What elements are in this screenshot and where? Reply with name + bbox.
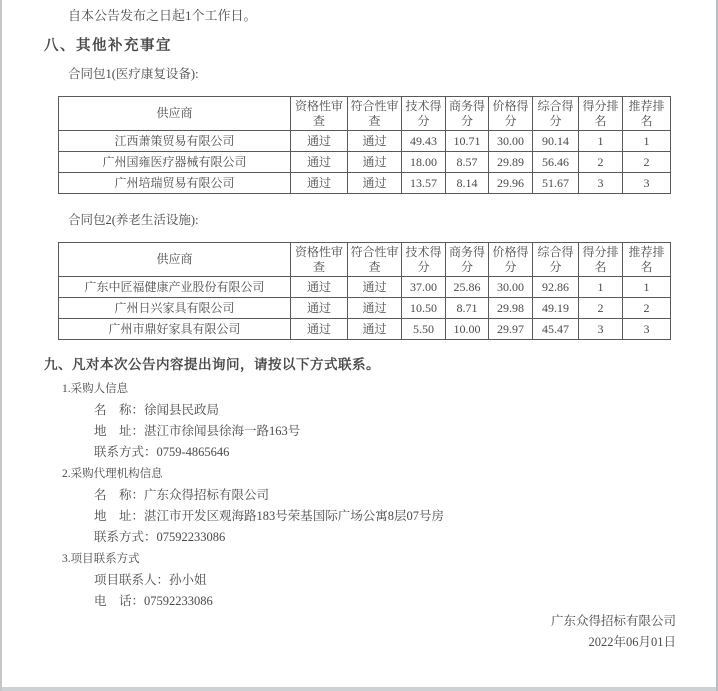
value-cell: 1 [623,277,671,298]
column-header: 综合得分 [533,243,579,277]
value-cell: 13.57 [402,173,446,194]
value-cell: 3 [579,173,623,194]
value-cell: 8.14 [446,173,489,194]
agency-phone: 联系方式：07592233086 [94,530,226,544]
purchaser-name: 名 称：徐闻县民政局 [94,403,220,417]
value-cell: 2 [579,298,623,319]
value-cell: 51.67 [533,173,579,194]
value-cell: 8.57 [446,152,489,173]
supplier-cell: 广州国雍医疗器械有限公司 [59,152,291,173]
value-cell: 56.46 [533,152,579,173]
value-cell: 3 [623,319,671,340]
value-cell: 10.00 [446,319,489,340]
project-contact-block [2,552,716,608]
value-cell: 通过 [291,173,348,194]
value-cell: 通过 [291,319,348,340]
column-header: 推荐排名 [623,243,671,277]
value-cell: 49.43 [402,131,446,152]
agency-name: 名 称：广东众得招标有限公司 [94,488,270,502]
purchaser-address: 地 址：湛江市徐闻县徐海一路163号 [94,424,301,438]
value-cell: 通过 [348,131,402,152]
column-header: 符合性审查 [348,243,402,277]
column-header: 推荐排名 [623,97,671,131]
value-cell: 通过 [291,298,348,319]
value-cell: 通过 [348,277,402,298]
value-cell: 30.00 [489,277,533,298]
value-cell: 30.00 [489,131,533,152]
table-header-row [59,97,671,131]
value-cell: 2 [623,298,671,319]
column-header: 商务得分 [446,243,489,277]
column-header: 技术得分 [402,243,446,277]
value-cell: 29.98 [489,298,533,319]
agency-info-block [2,467,716,544]
section-heading-contact: 九、凡对本次公告内容提出询问，请按以下方式联系。 [44,357,380,372]
purchaser-info-block [2,382,716,459]
agency-info-heading: 2.采购代理机构信息 [62,468,163,480]
column-header: 商务得分 [446,97,489,131]
value-cell: 通过 [348,298,402,319]
table-row [59,277,671,298]
table-row [59,152,671,173]
value-cell: 通过 [348,173,402,194]
value-cell: 10.71 [446,131,489,152]
value-cell: 37.00 [402,277,446,298]
column-header: 得分排名 [579,243,623,277]
supplier-cell: 广东中匠福健康产业股份有限公司 [59,277,291,298]
value-cell: 2 [623,152,671,173]
value-cell: 29.89 [489,152,533,173]
value-cell: 通过 [348,319,402,340]
column-header: 符合性审查 [348,97,402,131]
section-heading-other: 八、其他补充事宜 [44,38,172,54]
column-header: 资格性审查 [291,243,348,277]
package2-label: 合同包2(养老生活设施): [68,213,199,227]
table-row [59,298,671,319]
value-cell: 29.97 [489,319,533,340]
column-header: 技术得分 [402,97,446,131]
value-cell: 45.47 [533,319,579,340]
value-cell: 5.50 [402,319,446,340]
column-header: 价格得分 [489,243,533,277]
column-header: 供应商 [59,243,291,277]
signature-company: 广东众得招标有限公司 [550,614,676,628]
page-bottom-edge [2,687,716,691]
table-row [59,173,671,194]
value-cell: 3 [623,173,671,194]
table-header-row [59,243,671,277]
package1-label: 合同包1(医疗康复设备): [68,67,199,81]
purchaser-phone: 联系方式：0759-4865646 [94,445,230,459]
supplier-cell: 广州市鼎好家具有限公司 [59,319,291,340]
value-cell: 8.71 [446,298,489,319]
value-cell: 18.00 [402,152,446,173]
value-cell: 1 [579,277,623,298]
table-row [59,319,671,340]
value-cell: 29.96 [489,173,533,194]
supplier-cell: 江西萧策贸易有限公司 [59,131,291,152]
project-contact-person: 项目联系人：孙小姐 [94,573,207,587]
package2-score-table [58,242,671,340]
column-header: 综合得分 [533,97,579,131]
value-cell: 1 [579,131,623,152]
value-cell: 通过 [291,131,348,152]
signature-block [2,614,716,650]
column-header: 得分排名 [579,97,623,131]
column-header: 资格性审查 [291,97,348,131]
supplier-cell: 广州日兴家具有限公司 [59,298,291,319]
value-cell: 3 [579,319,623,340]
purchaser-info-heading: 1.采购人信息 [62,383,129,395]
project-contact-heading: 3.项目联系方式 [62,553,140,565]
value-cell: 10.50 [402,298,446,319]
value-cell: 49.19 [533,298,579,319]
value-cell: 2 [579,152,623,173]
value-cell: 90.14 [533,131,579,152]
intro-line: 自本公告发布之日起1个工作日。 [68,8,257,23]
supplier-cell: 广州培瑞贸易有限公司 [59,173,291,194]
value-cell: 通过 [348,152,402,173]
value-cell: 92.86 [533,277,579,298]
value-cell: 通过 [291,152,348,173]
package1-score-table [58,96,671,194]
table-row [59,131,671,152]
value-cell: 1 [623,131,671,152]
value-cell: 25.86 [446,277,489,298]
agency-address: 地 址：湛江市开发区观海路183号荣基国际广场公寓8层07号房 [94,509,445,523]
value-cell: 通过 [291,277,348,298]
signature-date: 2022年06月01日 [588,635,676,649]
column-header: 价格得分 [489,97,533,131]
project-contact-phone: 电 话：07592233086 [94,594,213,608]
column-header: 供应商 [59,97,291,131]
